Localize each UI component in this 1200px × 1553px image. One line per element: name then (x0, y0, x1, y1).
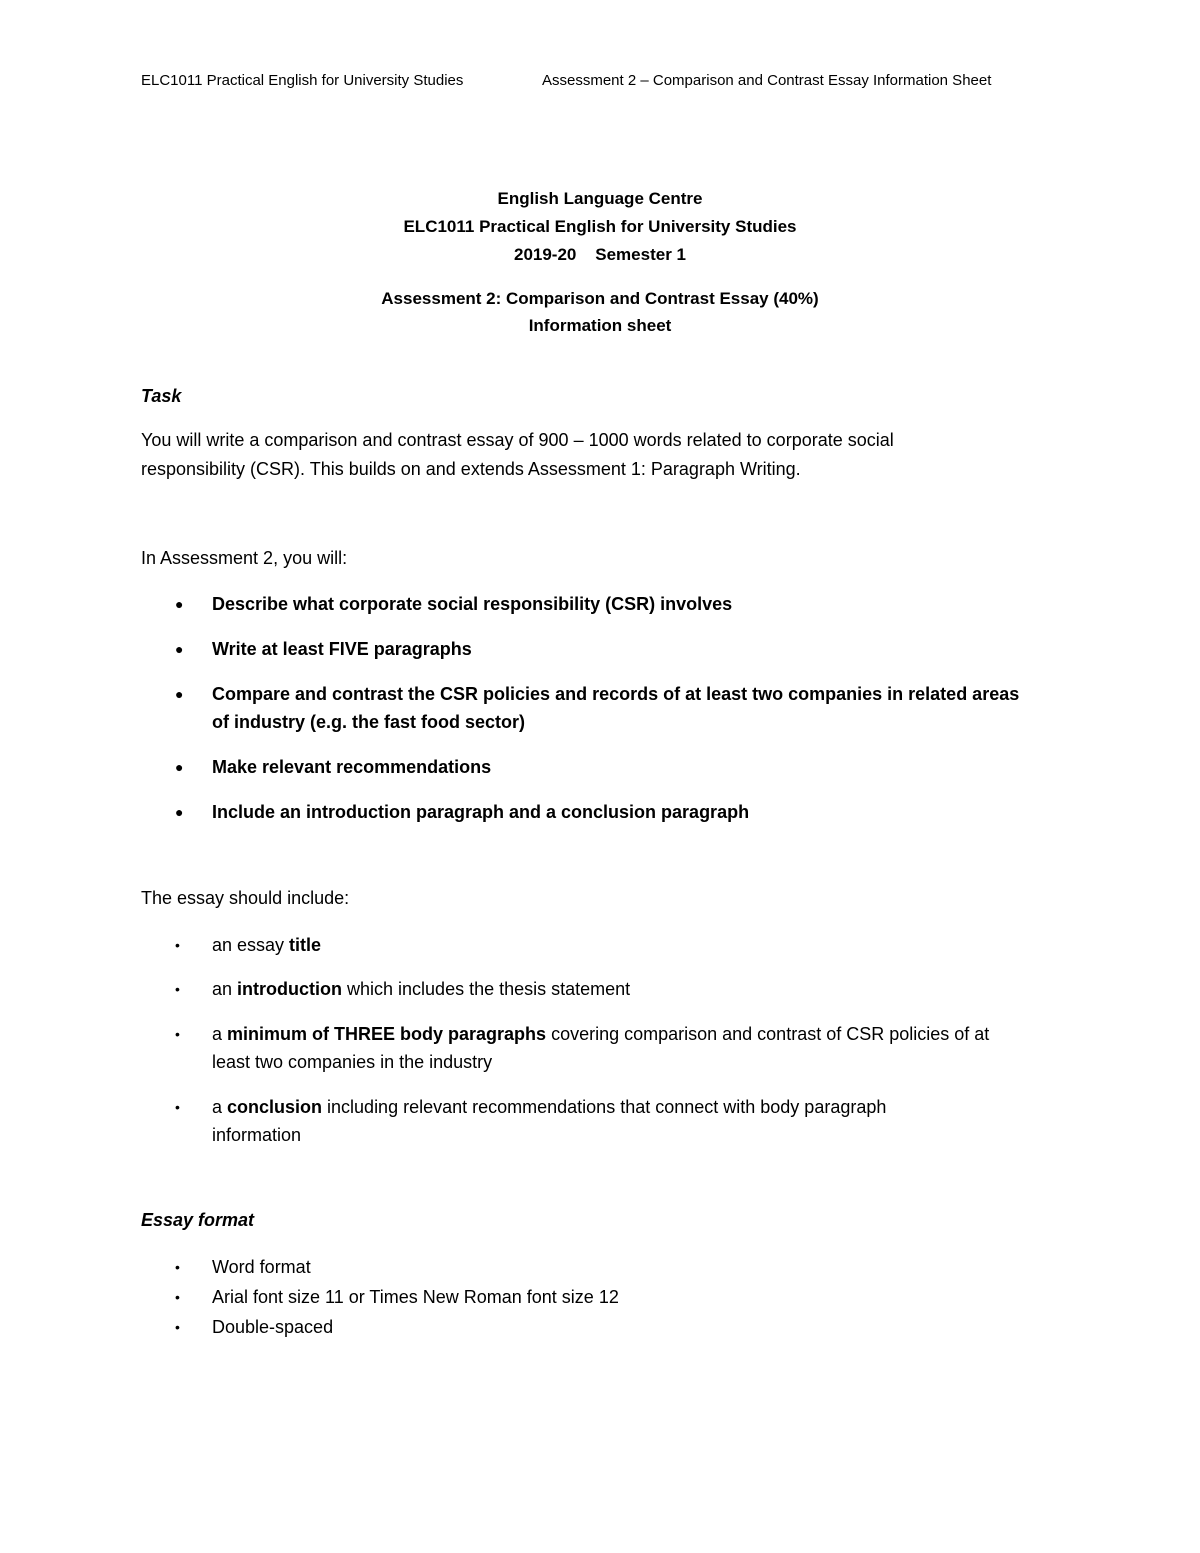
title-centre-name: English Language Centre (497, 189, 703, 208)
bullet-icon: • (175, 1259, 180, 1275)
task-paragraph-line-1: You will write a comparison and contrast essay of 900 – 1000 words related to corporate social (141, 430, 894, 450)
title-term: 2019-20 Semester 1 (513, 245, 686, 264)
task-bullet-3-line-2: of industry (e.g. the fast food sector) (212, 712, 526, 732)
task-bullet-2: Write at least FIVE paragraphs (212, 639, 472, 659)
include-item-3-line-2: least two companies in the industry (212, 1052, 493, 1072)
essay-format-heading: Essay format (141, 1210, 255, 1230)
bullet-icon: • (175, 1099, 180, 1115)
task-intro: In Assessment 2, you will: (141, 548, 348, 568)
task-bullet-4: Make relevant recommendations (212, 757, 492, 777)
bullet-icon: ● (175, 686, 184, 702)
include-item-1: an essay title (212, 935, 322, 955)
task-paragraph-line-2: responsibility (CSR). This builds on and extends Assessment 1: Paragraph Writing. (141, 459, 801, 479)
task-bullet-5: Include an introduction paragraph and a conclusion paragraph (212, 802, 750, 822)
bullet-icon: ● (175, 804, 184, 820)
task-heading: Task (141, 386, 182, 406)
format-item-3: Double-spaced (212, 1317, 334, 1337)
essay-include-intro: The essay should include: (141, 888, 350, 908)
include-item-4-line-1: a conclusion including relevant recommendations that connect with body paragraph (212, 1097, 887, 1117)
title-info-sheet: Information sheet (528, 316, 672, 335)
include-item-4-line-2: information (212, 1125, 302, 1145)
bullet-icon: • (175, 1289, 180, 1305)
bullet-icon: ● (175, 596, 184, 612)
bullet-icon: ● (175, 641, 184, 657)
header-document-title: Assessment 2 – Comparison and Contrast Essay Information Sheet (542, 72, 992, 89)
header-course-title: ELC1011 Practical English for University Studies (141, 72, 464, 89)
format-item-2: Arial font size 11 or Times New Roman font size 12 (212, 1287, 619, 1307)
task-bullet-1: Describe what corporate social responsibility (CSR) involves (212, 594, 733, 614)
bullet-icon: • (175, 981, 180, 997)
task-bullet-3-line-1: Compare and contrast the CSR policies and records of at least two companies in related areas (212, 684, 1020, 704)
bullet-icon: • (175, 1319, 180, 1335)
bullet-icon: • (175, 1026, 180, 1042)
title-assessment: Assessment 2: Comparison and Contrast Essay (40%) (381, 289, 819, 308)
bullet-icon: • (175, 937, 180, 953)
title-course-name: ELC1011 Practical English for University Studies (403, 217, 797, 236)
include-item-3-line-1: a minimum of THREE body paragraphs covering comparison and contrast of CSR policies of at (212, 1024, 990, 1044)
include-item-2: an introduction which includes the thesis statement (212, 979, 631, 999)
bullet-icon: ● (175, 759, 184, 775)
format-item-1: Word format (212, 1257, 311, 1277)
